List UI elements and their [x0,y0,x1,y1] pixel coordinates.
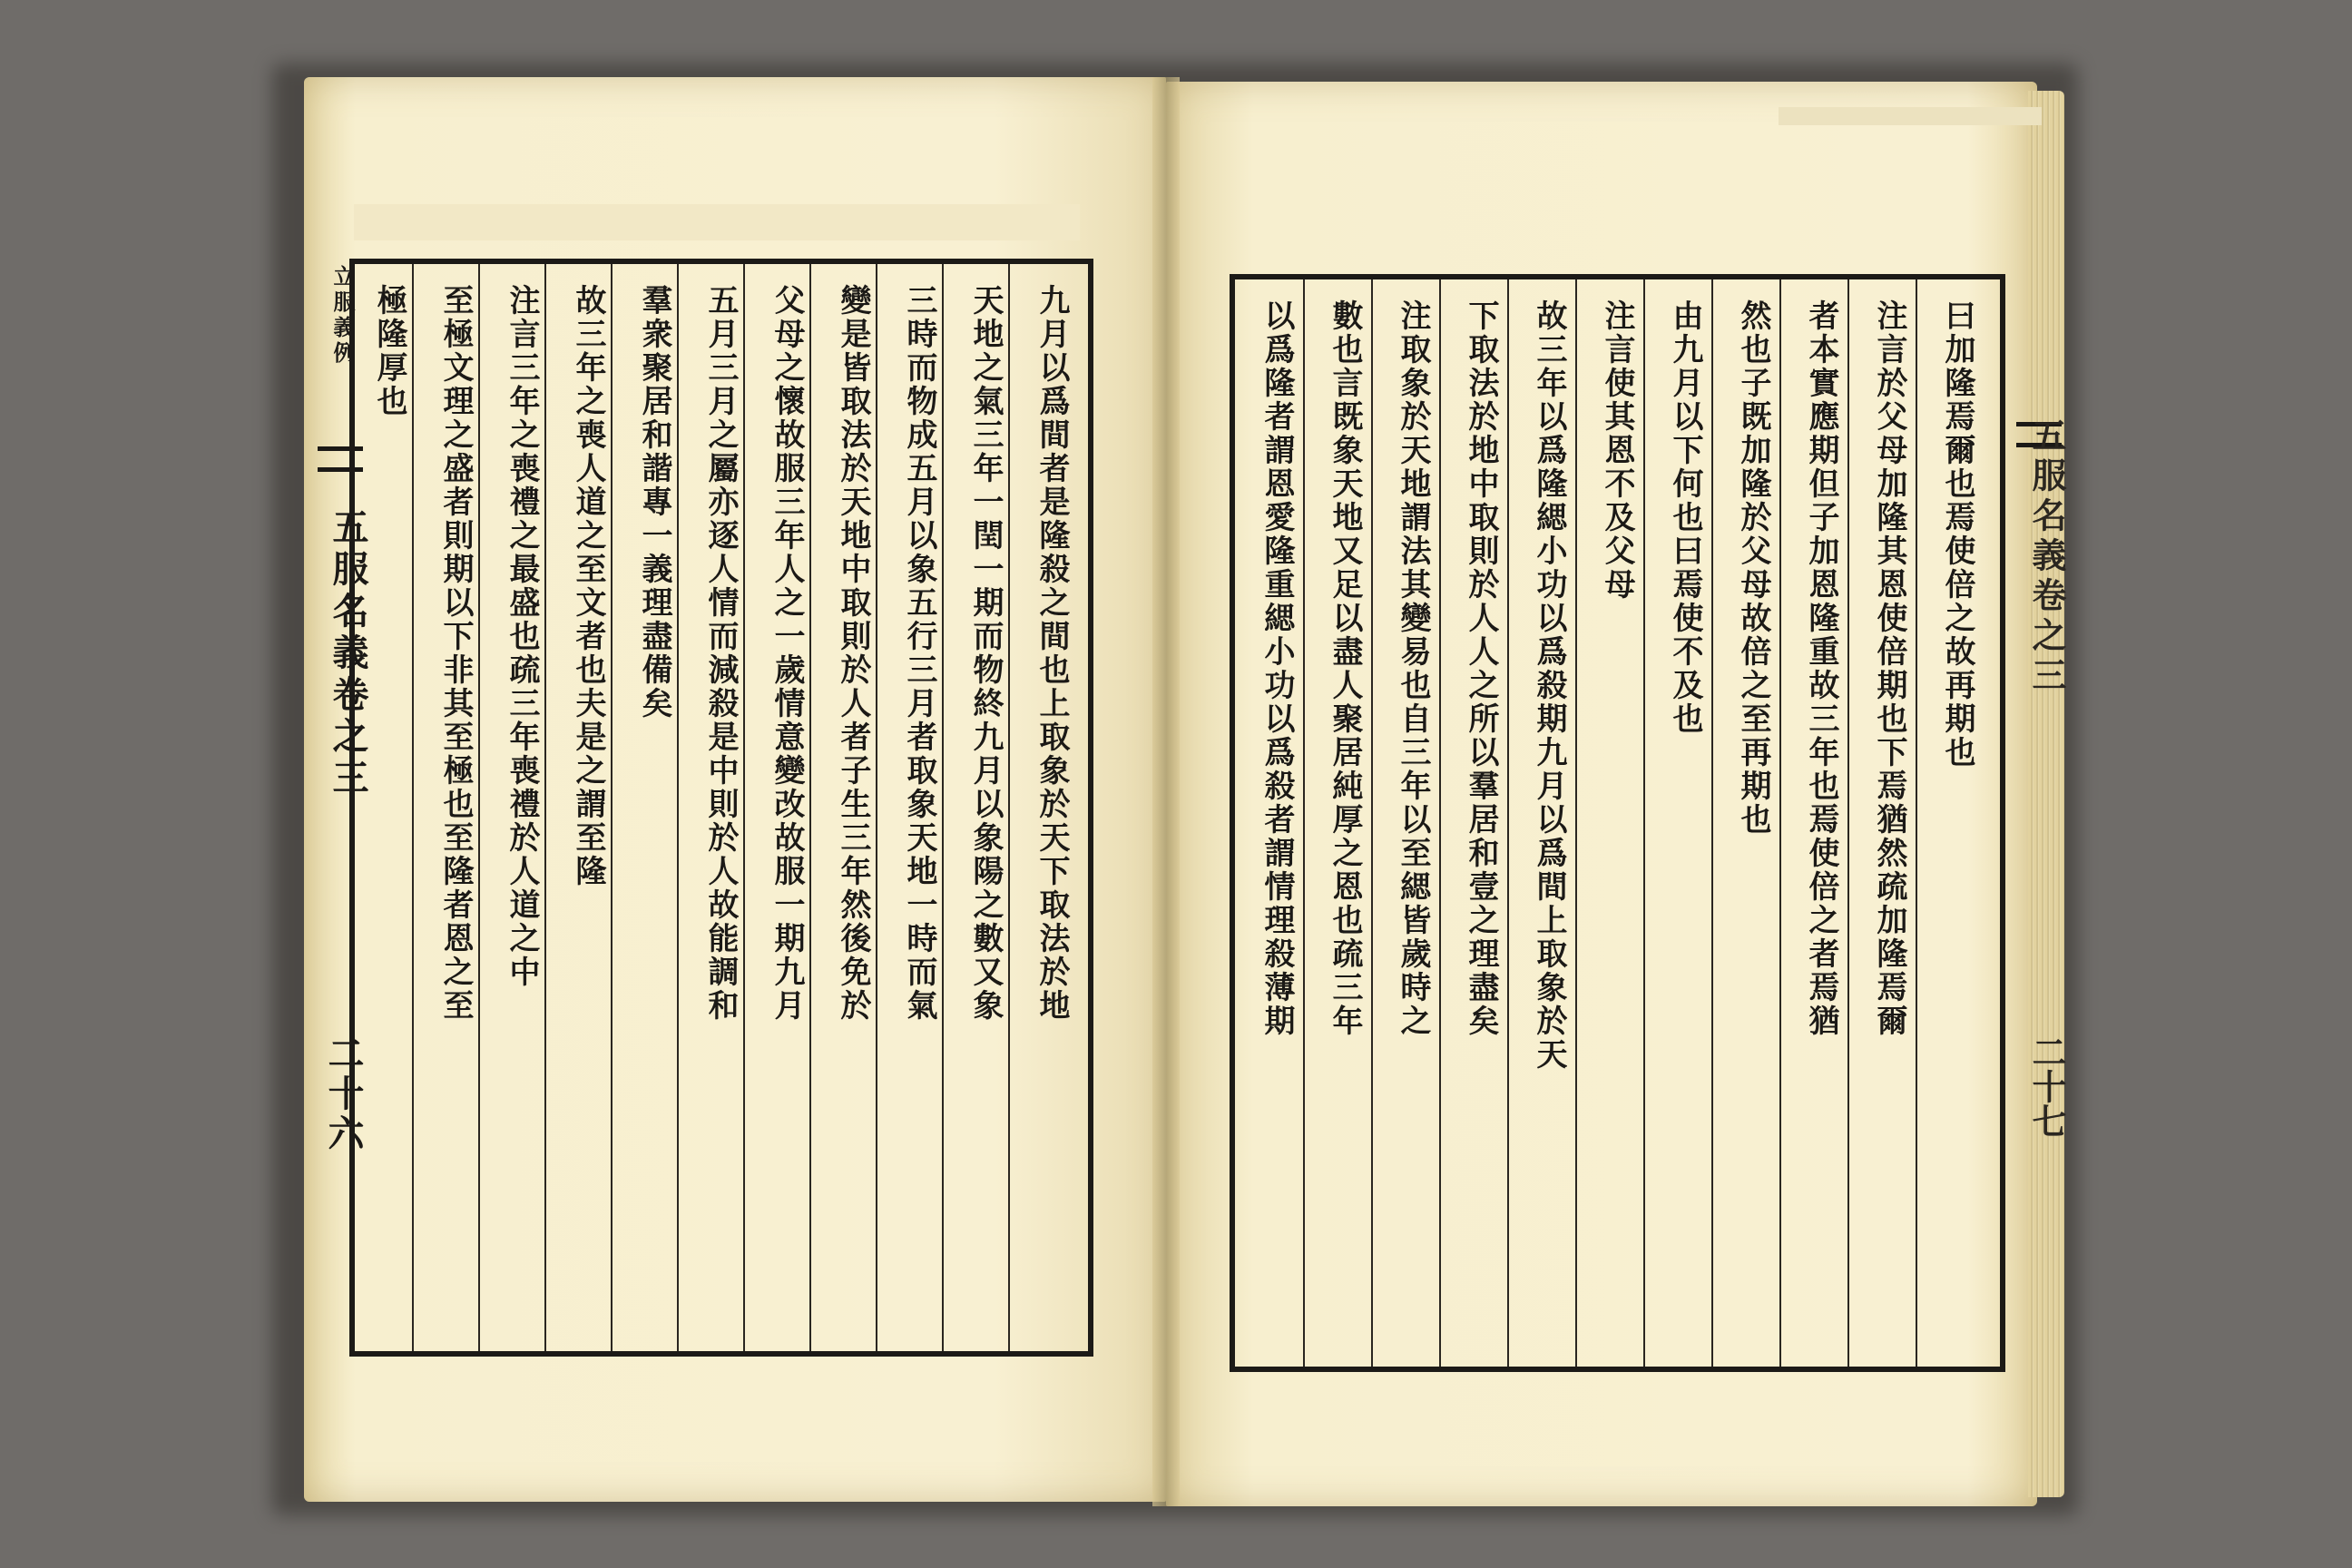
text-column: 注言三年之喪禮之最盛也疏三年喪禮於人道之中 [504,284,540,989]
column-rule [1575,279,1577,1367]
left-text-frame [349,259,1093,1357]
column-rule [1711,279,1713,1367]
text-column: 下取法於地中取則於人人之所以羣居和壹之理盡矣 [1463,299,1499,1038]
text-column: 注取象於天地謂法其變易也自三年以至緦皆歲時之 [1395,299,1431,1038]
text-column: 故三年之喪人道之至文者也夫是之謂至隆 [570,284,606,888]
text-column: 極隆厚也 [371,284,407,418]
text-column: 然也子既加隆於父母故倍之至再期也 [1735,299,1771,837]
right-margin-title: 五服名義卷之三 [2026,417,2067,697]
column-rule [544,264,546,1351]
column-rule [1916,279,1917,1367]
right-text-frame [1230,274,2005,1372]
column-rule [1507,279,1509,1367]
text-column: 注言於父母加隆其恩使倍期也下焉猶然疏加隆焉爾 [1871,299,1907,1038]
column-rule [942,264,944,1351]
text-column: 者本實應期但子加恩隆重故三年也焉使倍之者焉猶 [1803,299,1839,1038]
text-column: 父母之懷故服三年人之一歲情意變改故服一期九月 [769,284,805,1023]
column-rule [1303,279,1305,1367]
left-margin-title: 五服名義卷之三 [327,508,369,800]
column-rule [1643,279,1645,1367]
column-rule [611,264,612,1351]
text-column: 三時而物成五月以象五行三月者取象天地一時而氣 [901,284,937,1023]
column-rule [1847,279,1849,1367]
text-column: 由九月以下何也曰焉使不及也 [1667,299,1703,736]
text-column: 注言使其恩不及父母 [1599,299,1635,602]
text-column: 曰加隆焉爾也焉使倍之故再期也 [1939,299,1975,769]
column-rule [743,264,745,1351]
book-gutter [1152,77,1180,1506]
column-rule [1439,279,1441,1367]
right-top-strip [1779,107,2042,125]
text-column: 五月三月之屬亦逐人情而減殺是中則於人故能調和 [702,284,739,1023]
text-column: 故三年以爲隆緦小功以爲殺期九月以爲間上取象於天 [1531,299,1567,1072]
text-column: 變是皆取法於天地中取則於人者子生三年然後免於 [835,284,871,1023]
left-folio-number: 二十六 [322,1034,365,1154]
column-rule [677,264,679,1351]
text-column: 至極文理之盛者則期以下非其至極也至隆者恩之至 [437,284,474,1023]
column-rule [412,264,414,1351]
column-rule [1779,279,1781,1367]
column-rule [876,264,877,1351]
column-rule [478,264,480,1351]
left-margin-label: 立服義例 [329,265,356,367]
text-column: 羣衆聚居和諧專一義理盡備矣 [636,284,672,720]
text-column: 九月以爲間者是隆殺之間也上取象於天下取法於地 [1034,284,1070,1023]
right-folio-number: 二十七 [2026,1034,2067,1138]
text-column: 天地之氣三年一閏一期而物終九月以象陽之數又象 [967,284,1004,1023]
page-edges [2028,91,2064,1497]
text-column: 以爲隆者謂恩愛隆重緦小功以爲殺者謂情理殺薄期 [1259,299,1295,1038]
top-margin-band [354,204,1080,240]
text-column: 數也言既象天地又足以盡人聚居純厚之恩也疏三年 [1327,299,1363,1038]
column-rule [1008,264,1010,1351]
column-rule [809,264,811,1351]
column-rule [1371,279,1373,1367]
